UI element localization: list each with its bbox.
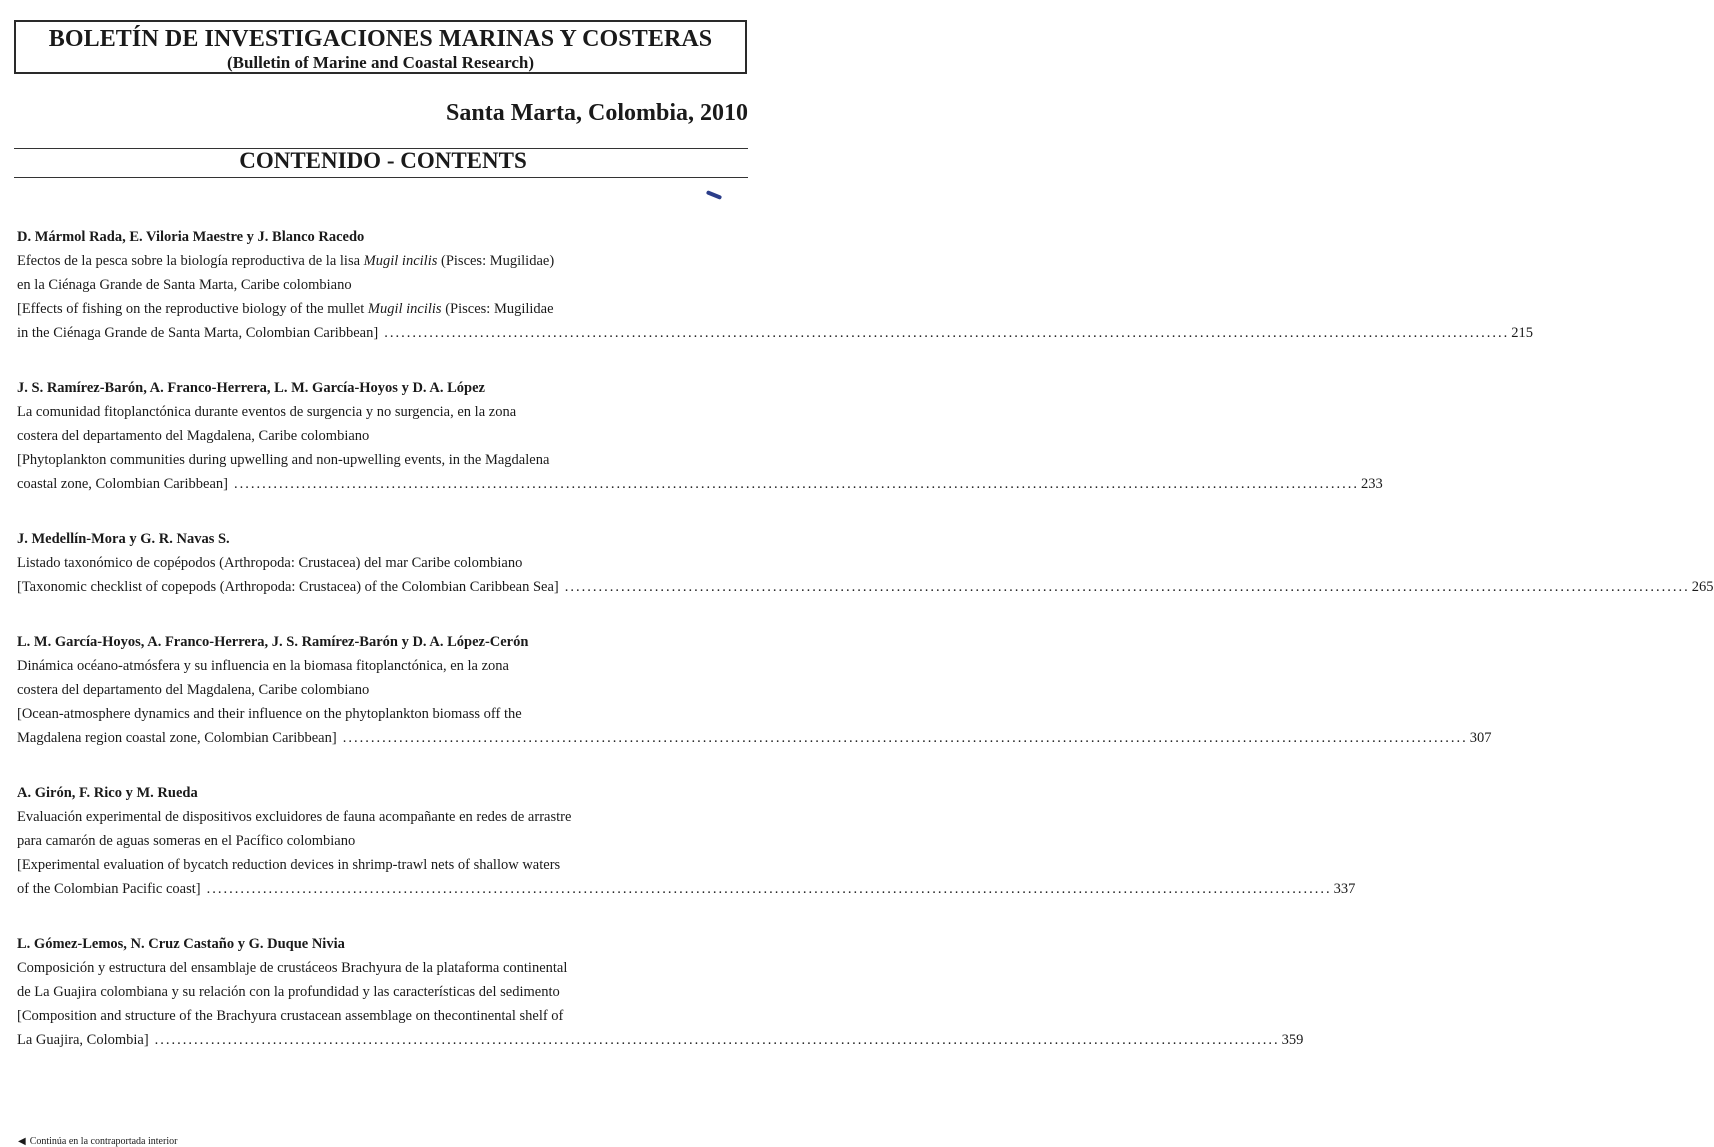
entry-title-line: Evaluación experimental de dispositivos excluidores de fauna acompañante en redes de arrastre [17, 809, 572, 825]
dot-leader: ........................................................................................................................................................................................................ [564, 579, 1690, 595]
entry-title-line: Efectos de la pesca sobre la biología reproductiva de la lisa Mugil incilis (Pisces: Mugilidae) [17, 253, 555, 269]
entry-title-line: coastal zone, Colombian Caribbean] [17, 476, 228, 492]
entry-authors: L. Gómez-Lemos, N. Cruz Castaño y G. Duque Nivia [17, 936, 345, 952]
entry-title-line: [Ocean-atmosphere dynamics and their influence on the phytoplankton biomass off the [17, 706, 522, 722]
page-number: 359 [1281, 1032, 1304, 1048]
toc-entry[interactable] [17, 782, 1356, 901]
entry-leader-line [17, 472, 1383, 496]
place-and-year: Santa Marta, Colombia, 2010 [446, 100, 748, 126]
contents-heading: CONTENIDO - CONTENTS [239, 148, 527, 173]
page-number: 233 [1361, 476, 1383, 492]
species-name: Mugil incilis [367, 301, 442, 317]
contents-list [17, 226, 1714, 1084]
entry-title-line: in the Ciénaga Grande de Santa Marta, Colombian Caribbean] [17, 325, 379, 341]
entry-leader-line [17, 1028, 1304, 1052]
dot-leader: ........................................................................................................................................................................................................ [154, 1032, 1280, 1048]
toc-entry[interactable] [17, 933, 1304, 1052]
entry-title-line: [Composition and structure of the Brachyura crustacean assemblage on thecontinental shelf of [17, 1008, 564, 1024]
entry-authors: L. M. García-Hoyos, A. Franco-Herrera, J. S. Ramírez-Barón y D. A. López-Cerón [17, 634, 529, 650]
entry-leader-line [17, 726, 1492, 750]
entry-title-line: para camarón de aguas someras en el Pacífico colombiano [17, 833, 356, 849]
entry-title-line: en la Ciénaga Grande de Santa Marta, Caribe colombiano [17, 277, 352, 293]
entry-title-line: Listado taxonómico de copépodos (Arthropoda: Crustacea) del mar Caribe colombiano [17, 555, 523, 571]
entry-title-line: of the Colombian Pacific coast] [17, 881, 201, 897]
dot-leader: ........................................................................................................................................................................................................ [342, 730, 1468, 746]
species-name: Mugil incilis [363, 253, 438, 269]
entry-title-line: Composición y estructura del ensamblaje de crustáceos Brachyura de la plataforma continental [17, 960, 568, 976]
entry-title-line: La comunidad fitoplanctónica durante eventos de surgencia y no surgencia, en la zona [17, 404, 517, 420]
page-number: 337 [1333, 881, 1356, 897]
journal-subtitle: (Bulletin of Marine and Coastal Research) [226, 53, 535, 72]
entry-title-line: [Effects of fishing on the reproductive biology of the mullet Mugil incilis (Pisces: Mugilidae [17, 301, 554, 317]
toc-entry[interactable] [17, 528, 1714, 599]
pen-mark [706, 190, 722, 200]
entry-authors: J. S. Ramírez-Barón, A. Franco-Herrera, L. M. García-Hoyos y D. A. López [17, 380, 485, 396]
entry-authors: A. Girón, F. Rico y M. Rueda [17, 785, 198, 801]
entry-leader-line [17, 877, 1356, 901]
page-number: 265 [1691, 579, 1714, 595]
entry-title-line: [Phytoplankton communities during upwelling and non-upwelling events, in the Magdalena [17, 452, 550, 468]
entry-title-line: [Experimental evaluation of bycatch reduction devices in shrimp-trawl nets of shallow waters [17, 857, 561, 873]
dot-leader: ........................................................................................................................................................................................................ [234, 476, 1359, 492]
entry-authors: D. Mármol Rada, E. Viloria Maestre y J. Blanco Racedo [17, 229, 365, 245]
entry-authors: J. Medellín-Mora y G. R. Navas S. [17, 531, 230, 547]
dot-leader: ........................................................................................................................................................................................................ [384, 325, 1510, 341]
entry-title-line: Magdalena region coastal zone, Colombian Caribbean] [17, 730, 337, 746]
heading-rule-bottom [14, 177, 748, 178]
entry-title-line: de La Guajira colombiana y su relación con la profundidad y las características del sedimento [17, 984, 560, 1000]
journal-title: BOLETÍN DE INVESTIGACIONES MARINAS Y COSTERAS [48, 26, 713, 52]
page-number: 215 [1511, 325, 1533, 341]
toc-entry[interactable] [17, 631, 1492, 750]
entry-leader-line [17, 575, 1714, 599]
entry-title-line: [Taxonomic checklist of copepods (Arthropoda: Crustacea) of the Colombian Caribbean Sea] [17, 579, 559, 595]
continued-note [18, 1136, 177, 1147]
page-number: 307 [1469, 730, 1492, 746]
entry-leader-line [17, 321, 1533, 345]
entry-title-line: costera del departamento del Magdalena, Caribe colombiano [17, 428, 370, 444]
left-arrow-icon: ◀ [18, 1136, 26, 1147]
entry-title-line: La Guajira, Colombia] [17, 1032, 149, 1048]
continued-note-text: Continúa en la contraportada interior [29, 1136, 178, 1147]
entry-title-line: Dinámica océano-atmósfera y su influencia en la biomasa fitoplanctónica, en la zona [17, 658, 509, 674]
toc-entry[interactable] [17, 377, 1383, 496]
entry-title-line: costera del departamento del Magdalena, Caribe colombiano [17, 682, 370, 698]
dot-leader: ........................................................................................................................................................................................................ [206, 881, 1332, 897]
toc-entry[interactable] [17, 226, 1533, 345]
journal-masthead [14, 20, 747, 74]
